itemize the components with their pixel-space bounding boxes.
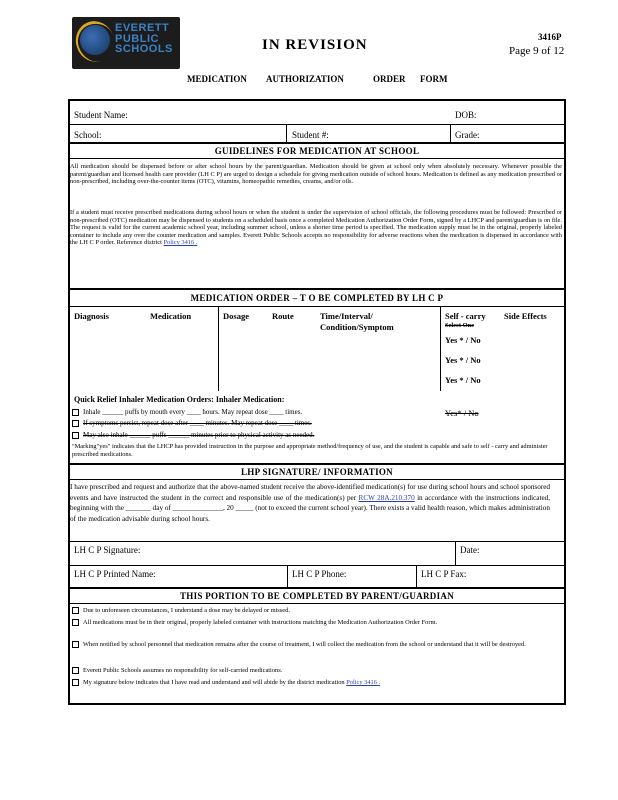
divider — [68, 142, 566, 144]
inhale-option-2: If symptoms persist, repeat dose after ____ minutes. May repeat dose ____ times. — [72, 419, 542, 427]
divider — [68, 479, 566, 480]
checkbox[interactable] — [72, 432, 79, 439]
student-number-label: Student #: — [292, 130, 329, 140]
medication-header: Medication — [150, 311, 192, 321]
divider — [68, 463, 566, 465]
parent-item: My signature below indicates that I have read and understand and will abide by the district medication Policy 3416 . — [72, 679, 562, 687]
divider — [455, 541, 456, 565]
form-title-word: AUTHORIZATION — [266, 74, 344, 84]
parent-item: Due to unforeseen circumstances, I understand a dose may be delayed or missed. — [72, 607, 562, 615]
dosage-header: Dosage — [223, 311, 249, 321]
route-header: Route — [272, 311, 294, 321]
checkbox[interactable] — [72, 409, 79, 416]
divider — [450, 124, 451, 142]
parent-item: All medications must be in their original, properly labeled container with instructions matching the Medication Authorization Order Form. — [72, 619, 562, 627]
parent-item: Everett Public Schools assumes no responsibility for self-carried medications. — [72, 667, 562, 675]
form-title-word: FORM — [420, 74, 448, 84]
divider — [286, 124, 287, 142]
divider — [68, 124, 566, 125]
page-number: Page 9 of 12 — [509, 45, 565, 57]
form-title-word: MEDICATION — [187, 74, 247, 84]
dob-label: DOB: — [455, 110, 477, 120]
revision-title: IN REVISION — [262, 37, 368, 53]
divider — [68, 288, 566, 290]
self-carry-header: Self - carry — [445, 311, 486, 321]
select-one-note: Select One — [445, 322, 474, 329]
time-interval-header: Time/Interval/ — [320, 311, 373, 321]
orbit-arc-icon — [72, 17, 120, 67]
rcw-link[interactable]: RCW 28A.210.370 — [358, 493, 415, 502]
form-title-word: ORDER — [373, 74, 406, 84]
checkbox[interactable] — [72, 607, 79, 614]
parent-portion-heading: THIS PORTION TO BE COMPLETED BY PARENT/GUARDIAN — [180, 591, 454, 601]
lhcp-printed-name-label: LH C P Printed Name: — [74, 569, 156, 579]
student-name-label: Student Name: — [74, 110, 128, 120]
yes-no-option[interactable]: Yes * / No — [445, 375, 481, 385]
side-effects-header: Side Effects — [504, 311, 547, 321]
divider — [68, 158, 566, 159]
guidelines-paragraph-1: All medication should be dispensed before or after school hours by the parent/guardian. Medication should be given at school only when absolutely necessary. Whenever possible the parent/guardian and licensed health care provider (LH C P) are urged to design a schedule for giving medication outside of school hours. Medication is defined as any medication prescribed or non-prescribed, including over-the-counter items (OTC), vitamins, homeopathic remedies, creams, and/or oils. — [70, 163, 562, 186]
inhale-option-3: May also inhale ______ puffs ______ minutes prior to physical activity as needed. — [72, 431, 542, 439]
checkbox[interactable] — [72, 679, 79, 686]
divider — [68, 565, 566, 566]
inhale-option-1: Inhale ______ puffs by mouth every ____ hours. May repeat dose ____ times. — [72, 408, 542, 416]
quick-relief-heading: Quick Relief Inhaler Medication Orders: Inhaler Medication: — [74, 395, 285, 404]
lhp-signature-heading: LHP SIGNATURE/ INFORMATION — [241, 467, 393, 477]
policy-link[interactable]: Policy 3416 . — [346, 679, 381, 686]
policy-link[interactable]: Policy 3416 . — [163, 239, 198, 247]
medication-order-heading: MEDICATION ORDER – T O BE COMPLETED BY LH C P — [190, 293, 444, 303]
guidelines-paragraph-2: If a student must receive prescribed medications during school hours or when the student is under the supervision of school officials, the following procedures must be followed: Prescribed or non-prescribed (OTC) medication may be dispensed to students on a scheduled basis once a completed Medication Authorization Order Form, signed by a LHCP and parent/guardian is on file. The request is valid for the current academic school year, including summer school, unless a shorter time period is specified. The medication supply must be in the original, properly labeled container to include any over the counter medication and samples. Everett Public Schools accepts no responsibility for adverse reactions when the medication is dispensed in accordance with the LH C P order. Reference district Policy 3416 . — [70, 209, 562, 247]
divider — [416, 565, 417, 587]
checkbox[interactable] — [72, 619, 79, 626]
diagnosis-header: Diagnosis — [74, 311, 109, 321]
divider — [218, 306, 219, 391]
yes-no-option[interactable]: Yes * / No — [445, 335, 481, 345]
lhp-statement: I have prescribed and request and authorize that the above-named student receive the above-identified medication(s) for use during school hours and school sponsored events and have instructed the student in the correct and responsible use of the medication(s) per RCW 28A.210.370 in accordance with the instructions indicated, beginning with the _______ day of ______________, 20 _____ (not to exceed the current school year). There exists a valid health reason, which makes administration of the medication advisable during school hours. — [70, 483, 551, 523]
lhcp-fax-label: LH C P Fax: — [421, 569, 467, 579]
divider — [68, 541, 566, 542]
divider — [440, 306, 441, 391]
checkbox[interactable] — [72, 420, 79, 427]
date-label: Date: — [460, 545, 480, 555]
school-label: School: — [74, 130, 102, 140]
logo-text: EVERETT PUBLIC SCHOOLS — [115, 22, 173, 55]
yes-no-option[interactable]: Yes * / No — [445, 355, 481, 365]
checkbox[interactable] — [72, 641, 79, 648]
checkbox[interactable] — [72, 667, 79, 674]
parent-item: When notified by school personnel that medication remains after the course of treatment, I will collect the medication from the school or understand that it will be destroyed. — [72, 641, 562, 649]
inhaler-yes-no[interactable]: Yes* / No — [445, 408, 479, 418]
condition-header: Condition/Symptom — [320, 322, 394, 332]
divider — [68, 587, 566, 589]
guidelines-heading: GUIDELINES FOR MEDICATION AT SCHOOL — [214, 146, 420, 156]
lhcp-phone-label: LH C P Phone: — [292, 569, 347, 579]
divider — [68, 306, 566, 307]
lhcp-signature-label: LH C P Signature: — [74, 545, 141, 555]
divider — [287, 565, 288, 587]
divider — [68, 603, 566, 604]
document-number: 3416P — [538, 32, 562, 42]
marking-note: "Marking"yes" indicates that the LHCP has provided instruction in the purpose and appropriate method/frequency of use, and the student is capable and safe to self - carry and administer prescribed medications. — [72, 443, 548, 458]
district-logo — [72, 17, 180, 69]
grade-label: Grade: — [455, 130, 480, 140]
